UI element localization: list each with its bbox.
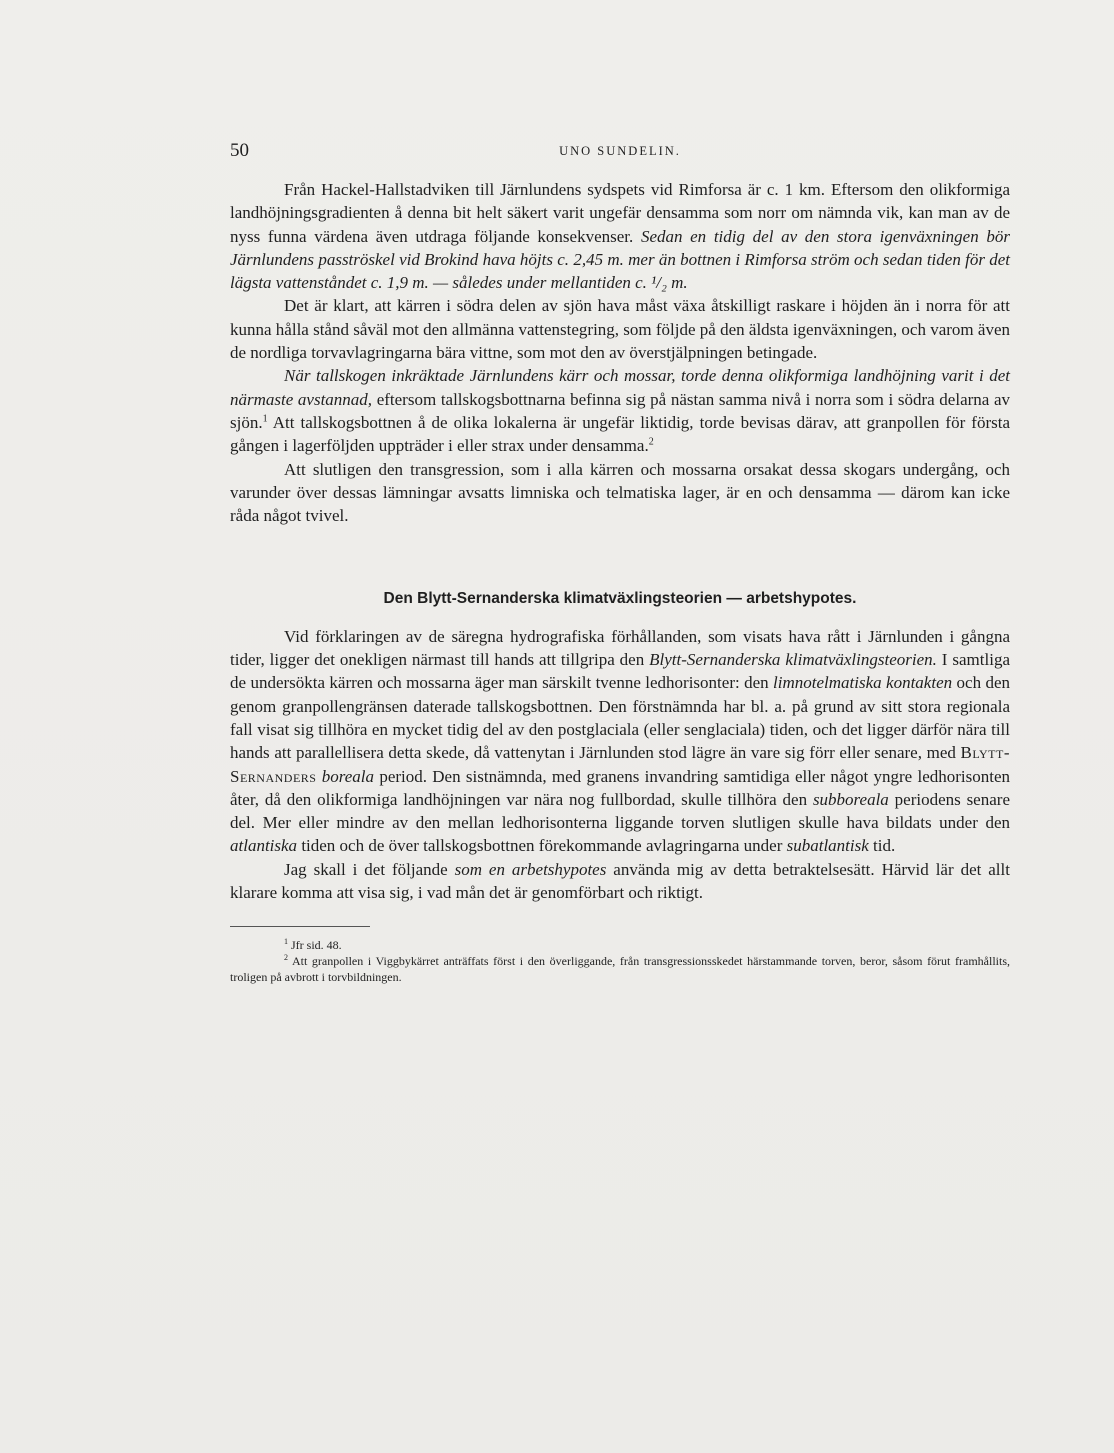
p6-italic-b: som en arbetshypotes: [454, 859, 607, 879]
paragraph-1: [230, 178, 1010, 294]
p5-text-h: period. Den sistnämnda, med granens invandring samtidiga eller något yngre ledhorisonten åter, då den olikformiga landhöjningen var nära nog fullbordad, skulle tillhöra den: [230, 766, 1011, 809]
p3-text-c: Att tallskogsbottnen å de olika lokalerna är ungefär liktidig, torde bevisas därav, att granpollen för första gången i lagerföljden uppträder i eller strax under densamma.: [230, 412, 1010, 456]
footnote-text: Att granpollen i Viggbykärret anträffats först i den överliggande, från transgressionsskedet härstammande torven, beror, såsom förut framhållits, troligen på avbrott i torvbildningen.: [230, 954, 1010, 985]
paragraph-5: [230, 625, 1010, 858]
p3-text-b: eftersom tallskogsbottnarna befinna sig på nästan samma nivå i norra som i södra delarna av sjön.: [230, 389, 1010, 432]
p5-italic-m: subatlantisk: [786, 836, 869, 856]
footnote-marker: 2: [284, 953, 288, 963]
p2-text: Det är klart, att kärren i södra delen av sjön hava måst växa åtskilligt raskare i höjden än i norra för att kunna hålla stånd såväl mot den allmänna vattenstegring, som följde på den äldsta igenväxningen, och varom även de nordliga torvavlagringarna bära vittne, som mot den av överstjälpningen betingade.: [230, 296, 1010, 363]
p5-italic-g: boreala: [321, 766, 375, 786]
p5-italic-i: subboreala: [812, 789, 889, 809]
footnote-divider: [230, 926, 370, 927]
footnote-marker: 1: [284, 937, 288, 947]
footnote-2: [230, 953, 1010, 985]
p5-text-j: periodens senare del. Mer eller mindre av den mellan ledhorisonterna liggande torven slutligen skulle hava bildats under den: [230, 789, 1010, 833]
p1-text: Från Hackel-Hallstadviken till Järnlundens sydspets vid Rimforsa är c. 1 km. Eftersom den olikformiga landhöjningsgradienten å denna bit helt säkert varit ungefär densamma som norr om nämnda vik, kan man av de nyss funna värdena även utdraga följande konsekvenser.: [230, 180, 1010, 246]
p5-text-a: Vid förklaringen av de säregna hydrografiska förhållanden, som visats hava rått i Järnlunden i gångna tider, ligger det onekligen närmast till hands att tillgripa den: [230, 626, 1010, 670]
section-heading: Den Blytt-Sernanderska klimatväxlingsteorien — arbetshypotes.: [383, 590, 857, 608]
running-head: UNO SUNDELIN.: [559, 144, 681, 158]
p5-text-l: tiden och de över tallskogsbottnen förekommande avlagringarna under: [297, 836, 787, 856]
paragraph-3: [230, 364, 1010, 457]
p3-italic-text: När tallskogen inkräktade Järnlundens kärr och mossar, torde denna olikformiga landhöjning varit i det närmaste avstannad,: [230, 366, 1010, 409]
page-number: 50: [230, 140, 249, 161]
p5-text-n: tid.: [868, 836, 896, 856]
page-header: [230, 140, 1010, 164]
footnote-ref-1: 1: [262, 413, 268, 425]
p5-italic-k: atlantiska: [230, 836, 298, 856]
p5-italic-b: Blytt-Sernanderska klimatväxlingsteorien.: [649, 650, 937, 670]
p6-text-c: använda mig av detta betraktelsesätt. Härvid lär det allt klarare komma att visa sig, i vad mån det är genomförbart och riktigt.: [230, 859, 1010, 903]
footnote-ref-2: 2: [648, 436, 654, 448]
p5-text-c: I samtliga de undersökta kärren och mossarna äger man särskilt tvenne ledhorisonter: den: [230, 650, 1010, 693]
p5-text-e: och den genom granpollengränsen daterade tallskogsbottnen. Den förstnämnda har bl. a. på grund av sitt stora regionala fall visat sig tillhöra en mycket tidig del av den postglaciala (eller senglaciala) tiden, och det ligger därför nära till hands att parallellisera detta skede, då vattenytan i Järnlunden stod lägre än vare sig förr eller senare, med: [230, 673, 1011, 763]
p5-smallcaps-f: Blytt-Sernanders: [230, 743, 1010, 786]
footnote-1: [230, 937, 1010, 953]
p4-text: Att slutligen den transgression, som i alla kärren och mossarna orsakat dessa skogars undergång, och varunder över dessas lämningar avsatts limniska och telmatiska lager, är en och densamma — därom kan icke råda något tvivel.: [230, 459, 1010, 526]
footnotes: [230, 937, 1010, 985]
p5-italic-d: limnotelmatiska kontakten: [773, 673, 953, 693]
p1-italic-text: Sedan en tidig del av den stora igenväxningen bör Järnlundens pasströskel vid Brokind hava höjts c. 2,45 m. mer än bottnen i Rimforsa ström och sedan tiden för det lägsta vattenståndet c. 1,9 m. — således under mellantiden c. ¹/₂ m.: [230, 226, 1010, 293]
paragraph-2: [230, 294, 1010, 364]
paragraph-6: [230, 858, 1010, 905]
paragraph-4: [230, 458, 1010, 528]
p6-text-a: Jag skall i det följande: [284, 859, 455, 879]
body-text: [230, 178, 1010, 985]
footnote-text: Jfr sid. 48.: [288, 938, 342, 953]
